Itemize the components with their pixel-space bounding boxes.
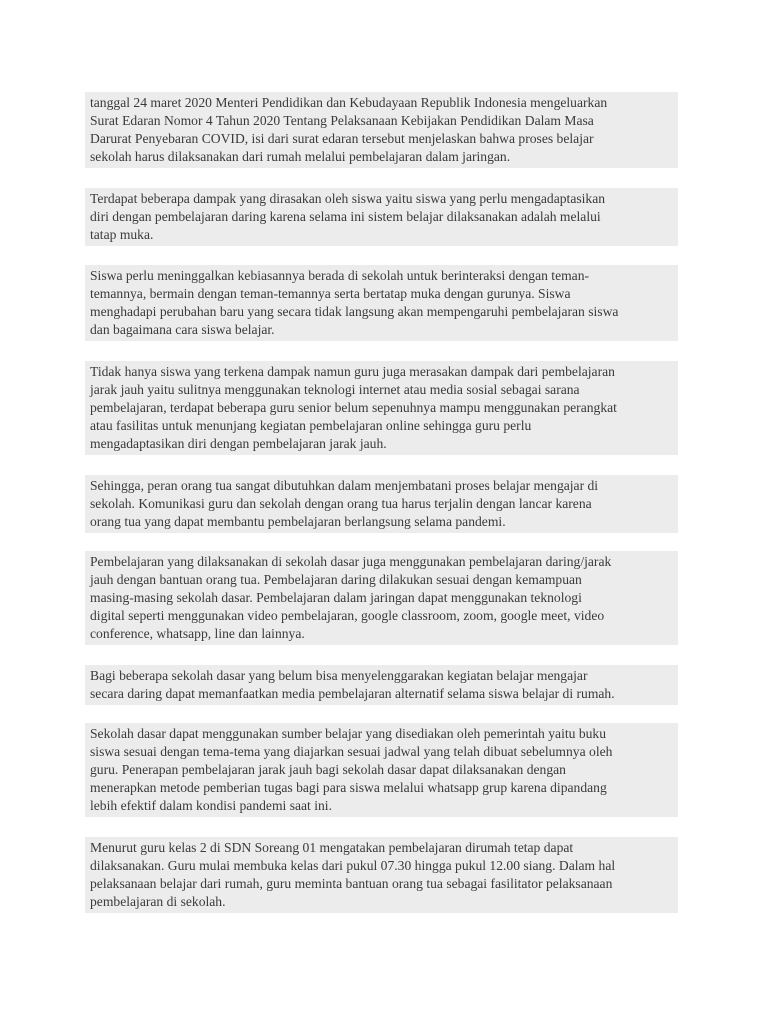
- text-line: Menurut guru kelas 2 di SDN Soreang 01 mengatakan pembelajaran dirumah tetap dapat: [90, 840, 574, 855]
- text-line: sekolah. Komunikasi guru dan sekolah dengan orang tua harus terjalin dengan lancar karena: [90, 496, 592, 512]
- paragraph: [85, 837, 678, 913]
- text-line: menghadapi perubahan baru yang secara tidak langsung akan mempengaruhi pembelajaran siswa: [90, 304, 619, 320]
- text-line: pembelajaran di sekolah.: [90, 894, 226, 910]
- paragraph: [85, 723, 678, 817]
- text-line: orang tua yang dapat membantu pembelajaran berlangsung selama pandemi.: [90, 514, 506, 530]
- text-line: dilaksanakan. Guru mulai membuka kelas dari pukul 07.30 hingga pukul 12.00 siang. Dalam hal: [90, 858, 616, 874]
- paragraph: [85, 92, 678, 168]
- text-line: tatap muka.: [90, 227, 154, 243]
- text-line: temannya, bermain dengan teman-temannya serta bertatap muka dengan gurunya. Siswa: [90, 286, 571, 302]
- text-line: dan bagaimana cara siswa belajar.: [90, 322, 275, 338]
- text-line: Tidak hanya siswa yang terkena dampak namun guru juga merasakan dampak dari pembelajaran: [90, 364, 615, 379]
- text-line: sekolah harus dilaksanakan dari rumah melalui pembelajaran dalam jaringan.: [90, 149, 511, 165]
- text-line: tanggal 24 maret 2020 Menteri Pendidikan dan Kebudayaan Republik Indonesia mengeluarkan: [90, 95, 608, 110]
- text-line: secara daring dapat memanfaatkan media pembelajaran alternatif selama siswa belajar di rumah.: [90, 686, 615, 702]
- text-line: menerapkan metode pemberian tugas bagi para siswa melalui whatsapp grup karena dipandang: [90, 780, 607, 796]
- text-line: pelaksanaan belajar dari rumah, guru meminta bantuan orang tua sebagai fasilitator pelaksanaan: [90, 876, 613, 892]
- text-line: digital seperti menggunakan video pembelajaran, google classroom, zoom, google meet, video: [90, 608, 605, 624]
- text-line: jauh dengan bantuan orang tua. Pembelajaran daring dilakukan sesuai dengan kemampuan: [90, 572, 582, 588]
- paragraph: [85, 665, 678, 705]
- text-line: mengadaptasikan diri dengan pembelajaran jarak jauh.: [90, 436, 387, 452]
- text-line: lebih efektif dalam kondisi pandemi saat ini.: [90, 798, 332, 814]
- text-line: Siswa perlu meninggalkan kebiasannya berada di sekolah untuk berinteraksi dengan teman-: [90, 268, 590, 283]
- paragraph: [85, 265, 678, 341]
- paragraph: [85, 551, 678, 645]
- text-line: Sekolah dasar dapat menggunakan sumber belajar yang disediakan oleh pemerintah yaitu buku: [90, 726, 607, 741]
- text-line: masing-masing sekolah dasar. Pembelajaran dalam jaringan dapat menggunakan teknologi: [90, 590, 582, 606]
- text-line: Darurat Penyebaran COVID, isi dari surat edaran tersebut menjelaskan bahwa proses belajar: [90, 131, 594, 147]
- text-line: Bagi beberapa sekolah dasar yang belum bisa menyelenggarakan kegiatan belajar mengajar: [90, 668, 588, 683]
- text-line: Terdapat beberapa dampak yang dirasakan oleh siswa yaitu siswa yang perlu mengadaptasikan: [90, 191, 606, 206]
- text-line: pembelajaran, terdapat beberapa guru senior belum sepenuhnya mampu menggunakan perangkat: [90, 400, 617, 416]
- paragraph: [85, 188, 678, 246]
- paragraph: [85, 361, 678, 455]
- text-line: atau fasilitas untuk menunjang kegiatan pembelajaran online sehingga guru perlu: [90, 418, 532, 434]
- paragraph: [85, 475, 678, 533]
- text-line: diri dengan pembelajaran daring karena selama ini sistem belajar dilaksanakan adalah melalui: [90, 209, 601, 225]
- text-line: Pembelajaran yang dilaksanakan di sekolah dasar juga menggunakan pembelajaran daring/jarak: [90, 554, 612, 569]
- text-line: conference, whatsapp, line dan lainnya.: [90, 626, 305, 642]
- text-line: jarak jauh yaitu sulitnya menggunakan teknologi internet atau media sosial sebagai sarana: [90, 382, 580, 398]
- text-line: Surat Edaran Nomor 4 Tahun 2020 Tentang Pelaksanaan Kebijakan Pendidikan Dalam Masa: [90, 113, 594, 129]
- text-line: siswa sesuai dengan tema-tema yang diajarkan sesuai jadwal yang telah dibuat sebelumnya oleh: [90, 744, 613, 760]
- text-line: guru. Penerapan pembelajaran jarak jauh bagi sekolah dasar dapat dilaksanakan dengan: [90, 762, 566, 778]
- text-line: Sehingga, peran orang tua sangat dibutuhkan dalam menjembatani proses belajar mengajar di: [90, 478, 599, 493]
